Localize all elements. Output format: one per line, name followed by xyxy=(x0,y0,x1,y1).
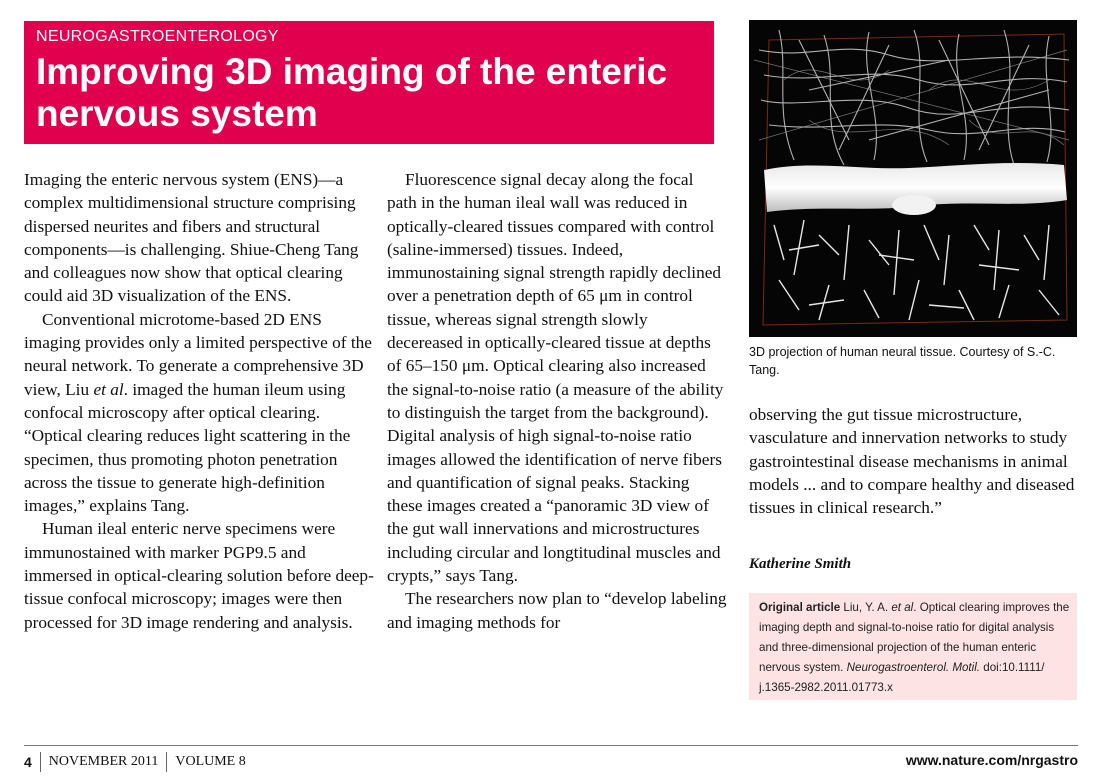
reference-box xyxy=(749,593,1077,700)
column-3 xyxy=(749,403,1079,519)
paragraph-3: Human ileal enteric nerve specimens were immunostained with marker PGP9.5 and immersed in optical-clearing solution before deep-tissue confocal microscopy; images were then processed for 3D image rendering and analysis. xyxy=(24,519,374,632)
paragraph-6: observing the gut tissue microstructure, vasculature and innervation networks to study gastrointestinal disease mechanisms in animal models ... and to compare healthy and diseased tissues in clinical research.” xyxy=(749,405,1075,518)
neural-tissue-image xyxy=(749,20,1077,337)
paragraph-2: Conventional microtome-based 2D ENS imaging provides only a limited perspective of the neural network. To generate a comprehensive 3D view, Liu et al. imaged the human ileum using confocal microscopy after optical clearing. “Optical clearing reduces light scattering in the specimen, thus promoting photon penetration across the tissue to generate high-definition images,” explains Tang. xyxy=(24,309,372,516)
volume: VOLUME 8 xyxy=(175,754,246,769)
neural-tissue-illustration xyxy=(749,20,1077,337)
footer xyxy=(24,752,246,772)
paragraph-1: Imaging the enteric nervous system (ENS)—a complex multidimensional structure comprising dispersed neurites and fibers and structural components—is challenging. Shiue-Cheng Tang and colleagues now show that optical clearing could aid 3D visualization of the ENS. xyxy=(24,170,359,306)
paragraph-5: The researchers now plan to “develop labeling and imaging methods for xyxy=(387,589,727,632)
paragraph-4: Fluorescence signal decay along the focal path in the human ileal wall was reduced in optically-cleared tissues compared with control (saline-immersed) tissues. Indeed, immunostaining signal strength rapidly declined over a penetration depth of 65 μm in control tissue, whereas signal strength slowly decereased in optically-cleared tissue at depths of 65–150 μm. Optical clearing also increased the signal-to-noise ratio (a measure of the ability to distinguish the target from the background). Digital analysis of high signal-to-noise ratio images allowed the identification of nerve fibers and quantification of signal peaks. Stacking these images created a “panoramic 3D view of the gut wall innervations and microstructures including circular and longtitudinal muscles and crypts,” says Tang. xyxy=(387,170,724,586)
author-name: Katherine Smith xyxy=(749,556,852,572)
article-title: Improving 3D imaging of the enteric nervous system xyxy=(36,51,668,134)
section-label: NEUROGASTROENTEROLOGY xyxy=(36,28,279,45)
column-1 xyxy=(24,168,374,634)
column-2 xyxy=(387,168,727,634)
reference-text: Original article Liu, Y. A. et al. Optical clearing improves the imaging depth and signal-to-noise ratio for digital analysis and three-dimensional projection of the human enteric nervous system. Neurogastroenterol. Motil. doi:10.1111/ j.1365-2982.2011.01773.x xyxy=(759,601,1070,694)
footer-divider xyxy=(166,752,167,772)
footer-rule xyxy=(24,745,1078,746)
journal-url[interactable]: www.nature.com/nrgastro xyxy=(905,752,1078,768)
reference-label: Original article xyxy=(759,601,841,614)
footer-divider xyxy=(40,752,41,772)
figure-caption: 3D projection of human neural tissue. Courtesy of S.-C. Tang. xyxy=(749,345,1056,377)
page-number: 4 xyxy=(24,754,32,770)
header-banner xyxy=(24,21,714,144)
issue-date: NOVEMBER 2011 xyxy=(48,754,159,769)
